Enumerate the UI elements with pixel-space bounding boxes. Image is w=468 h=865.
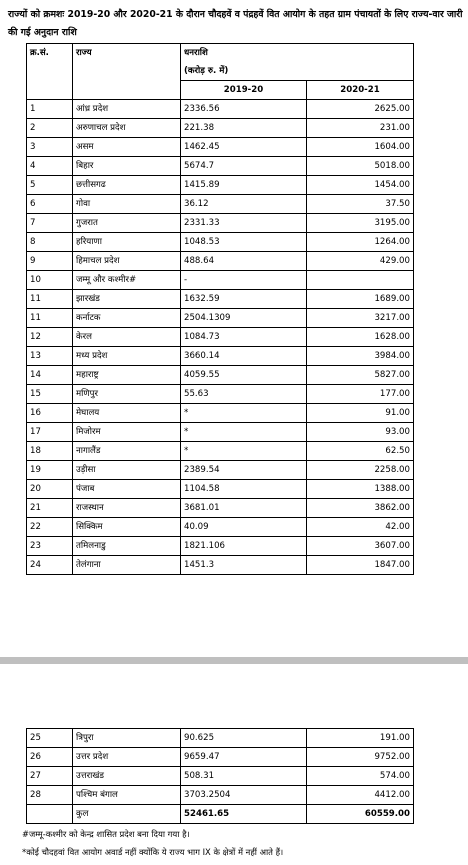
row-value-2019-20: * bbox=[181, 442, 307, 461]
table-row bbox=[27, 366, 414, 385]
row-value-2019-20: 2389.54 bbox=[181, 461, 307, 480]
row-value-2019-20: 508.31 bbox=[181, 767, 307, 786]
row-value-2019-20: * bbox=[181, 404, 307, 423]
row-state: राजस्थान bbox=[73, 499, 181, 518]
row-value-2019-20: 1821.106 bbox=[181, 537, 307, 556]
row-value-2019-20: 1048.53 bbox=[181, 233, 307, 252]
row-value-2019-20: 2331.33 bbox=[181, 214, 307, 233]
row-value-2019-20: 1084.73 bbox=[181, 328, 307, 347]
row-sno: 11 bbox=[27, 309, 73, 328]
row-sno: 16 bbox=[27, 404, 73, 423]
header-sno: क्र.सं. bbox=[27, 44, 73, 100]
row-value-2020-21: 2258.00 bbox=[307, 461, 414, 480]
table-row bbox=[27, 748, 414, 767]
row-state: गुजरात bbox=[73, 214, 181, 233]
total-row bbox=[27, 805, 414, 824]
row-state: आंध्र प्रदेश bbox=[73, 100, 181, 119]
table-row bbox=[27, 423, 414, 442]
table-row bbox=[27, 119, 414, 138]
row-value-2020-21: 1847.00 bbox=[307, 556, 414, 575]
row-value-2019-20: 2336.56 bbox=[181, 100, 307, 119]
table-row bbox=[27, 233, 414, 252]
table-row bbox=[27, 499, 414, 518]
table-row bbox=[27, 328, 414, 347]
table-row bbox=[27, 290, 414, 309]
table-row bbox=[27, 480, 414, 499]
row-value-2020-21: 3195.00 bbox=[307, 214, 414, 233]
row-value-2020-21: 1264.00 bbox=[307, 233, 414, 252]
row-state: नागालैंड bbox=[73, 442, 181, 461]
row-sno: 1 bbox=[27, 100, 73, 119]
table-row bbox=[27, 786, 414, 805]
row-state: मध्य प्रदेश bbox=[73, 347, 181, 366]
table-row bbox=[27, 729, 414, 748]
header-unit: (करोड़ रु. में) bbox=[181, 62, 414, 81]
header-year-2020-21: 2020-21 bbox=[307, 81, 414, 100]
table-row bbox=[27, 214, 414, 233]
row-value-2019-20: 1632.59 bbox=[181, 290, 307, 309]
document-title: राज्यों को क्रमशः 2019-20 और 2020-21 के दौरान चौदहवें व पंद्रहवें वित आयोग के तहत ग्राम पंचायतों के लिए राज्य-वार जारी की गई अनुदान राशि bbox=[8, 9, 463, 38]
row-state: तमिलनाडु bbox=[73, 537, 181, 556]
row-sno: 3 bbox=[27, 138, 73, 157]
row-state: गोवा bbox=[73, 195, 181, 214]
total-label: कुल bbox=[73, 805, 181, 824]
table-row bbox=[27, 537, 414, 556]
row-state: झारखंड bbox=[73, 290, 181, 309]
row-value-2019-20: - bbox=[181, 271, 307, 290]
row-value-2019-20: * bbox=[181, 423, 307, 442]
row-value-2019-20: 1451.3 bbox=[181, 556, 307, 575]
row-sno: 23 bbox=[27, 537, 73, 556]
grant-table-page-2 bbox=[26, 728, 414, 824]
row-value-2019-20: 2504.1309 bbox=[181, 309, 307, 328]
row-value-2019-20: 36.12 bbox=[181, 195, 307, 214]
row-value-2019-20: 9659.47 bbox=[181, 748, 307, 767]
row-state: उड़ीसा bbox=[73, 461, 181, 480]
row-sno: 24 bbox=[27, 556, 73, 575]
row-sno: 26 bbox=[27, 748, 73, 767]
row-value-2020-21: 177.00 bbox=[307, 385, 414, 404]
row-sno: 9 bbox=[27, 252, 73, 271]
row-state: कर्नाटक bbox=[73, 309, 181, 328]
row-state: मिजोरम bbox=[73, 423, 181, 442]
row-sno: 25 bbox=[27, 729, 73, 748]
footnotes bbox=[22, 825, 283, 861]
table-row bbox=[27, 138, 414, 157]
row-sno: 21 bbox=[27, 499, 73, 518]
table-row bbox=[27, 404, 414, 423]
total-sno bbox=[27, 805, 73, 824]
row-value-2020-21: 191.00 bbox=[307, 729, 414, 748]
row-value-2019-20: 90.625 bbox=[181, 729, 307, 748]
table-row bbox=[27, 195, 414, 214]
total-value-2019-20: 52461.65 bbox=[181, 805, 307, 824]
row-value-2019-20: 40.09 bbox=[181, 518, 307, 537]
row-state: हरियाणा bbox=[73, 233, 181, 252]
row-state: पंजाब bbox=[73, 480, 181, 499]
row-sno: 7 bbox=[27, 214, 73, 233]
row-sno: 19 bbox=[27, 461, 73, 480]
footnote-no-award: *कोई चौदहवां वित आयोग अवार्ड नहीं क्योंकि ये राज्य भाग IX के क्षेत्रों में नहीं आते हैं। bbox=[22, 847, 284, 857]
row-value-2020-21: 2625.00 bbox=[307, 100, 414, 119]
table-row bbox=[27, 309, 414, 328]
row-sno: 22 bbox=[27, 518, 73, 537]
row-state: तेलंगाना bbox=[73, 556, 181, 575]
row-value-2019-20: 3660.14 bbox=[181, 347, 307, 366]
table-row bbox=[27, 157, 414, 176]
table-row bbox=[27, 100, 414, 119]
row-value-2020-21: 62.50 bbox=[307, 442, 414, 461]
row-state: अरुणाचल प्रदेश bbox=[73, 119, 181, 138]
row-value-2020-21: 91.00 bbox=[307, 404, 414, 423]
table-header-row bbox=[27, 44, 414, 63]
row-value-2019-20: 221.38 bbox=[181, 119, 307, 138]
row-value-2020-21: 574.00 bbox=[307, 767, 414, 786]
row-sno: 17 bbox=[27, 423, 73, 442]
row-state: उत्तराखंड bbox=[73, 767, 181, 786]
row-value-2019-20: 3703.2504 bbox=[181, 786, 307, 805]
row-value-2019-20: 488.64 bbox=[181, 252, 307, 271]
row-state: बिहार bbox=[73, 157, 181, 176]
row-value-2020-21: 1628.00 bbox=[307, 328, 414, 347]
row-value-2020-21: 1689.00 bbox=[307, 290, 414, 309]
row-value-2019-20: 55.63 bbox=[181, 385, 307, 404]
row-value-2019-20: 3681.01 bbox=[181, 499, 307, 518]
row-sno: 11 bbox=[27, 290, 73, 309]
table-row bbox=[27, 442, 414, 461]
table-row bbox=[27, 461, 414, 480]
row-value-2020-21: 231.00 bbox=[307, 119, 414, 138]
row-value-2020-21: 9752.00 bbox=[307, 748, 414, 767]
row-value-2020-21: 3217.00 bbox=[307, 309, 414, 328]
row-state: असम bbox=[73, 138, 181, 157]
row-value-2019-20: 1104.58 bbox=[181, 480, 307, 499]
row-value-2019-20: 4059.55 bbox=[181, 366, 307, 385]
table-row bbox=[27, 556, 414, 575]
row-value-2020-21: 429.00 bbox=[307, 252, 414, 271]
row-sno: 18 bbox=[27, 442, 73, 461]
table-row bbox=[27, 252, 414, 271]
row-value-2020-21: 1454.00 bbox=[307, 176, 414, 195]
row-value-2020-21: 3862.00 bbox=[307, 499, 414, 518]
row-sno: 28 bbox=[27, 786, 73, 805]
footnote-jk: #जम्मू-कश्मीर को केन्द्र शासित प्रदेश बना दिया गया है। bbox=[22, 829, 190, 839]
row-state: मणिपुर bbox=[73, 385, 181, 404]
table-row bbox=[27, 347, 414, 366]
row-sno: 12 bbox=[27, 328, 73, 347]
row-value-2020-21: 42.00 bbox=[307, 518, 414, 537]
table-row bbox=[27, 518, 414, 537]
row-state: छत्तीसगढ bbox=[73, 176, 181, 195]
row-sno: 15 bbox=[27, 385, 73, 404]
row-sno: 8 bbox=[27, 233, 73, 252]
row-state: सिक्किम bbox=[73, 518, 181, 537]
row-sno: 20 bbox=[27, 480, 73, 499]
table-row bbox=[27, 271, 414, 290]
row-value-2020-21: 37.50 bbox=[307, 195, 414, 214]
row-value-2020-21: 3607.00 bbox=[307, 537, 414, 556]
page-break-divider bbox=[0, 657, 468, 664]
row-value-2019-20: 5674.7 bbox=[181, 157, 307, 176]
row-state: जम्मू और कश्मीर# bbox=[73, 271, 181, 290]
row-value-2019-20: 1415.89 bbox=[181, 176, 307, 195]
row-sno: 6 bbox=[27, 195, 73, 214]
row-state: हिमाचल प्रदेश bbox=[73, 252, 181, 271]
header-state: राज्य bbox=[73, 44, 181, 100]
row-state: महाराष्ट्र bbox=[73, 366, 181, 385]
row-state: केरल bbox=[73, 328, 181, 347]
header-year-2019-20: 2019-20 bbox=[181, 81, 307, 100]
header-amount: धनराशि bbox=[181, 44, 414, 63]
table-row bbox=[27, 176, 414, 195]
grant-table-page-1 bbox=[26, 43, 414, 575]
row-state: त्रिपुरा bbox=[73, 729, 181, 748]
row-value-2020-21: 5018.00 bbox=[307, 157, 414, 176]
row-value-2020-21: 1604.00 bbox=[307, 138, 414, 157]
row-state: पश्चिम बंगाल bbox=[73, 786, 181, 805]
row-sno: 14 bbox=[27, 366, 73, 385]
table-row bbox=[27, 767, 414, 786]
row-sno: 13 bbox=[27, 347, 73, 366]
row-state: मेघालय bbox=[73, 404, 181, 423]
row-sno: 4 bbox=[27, 157, 73, 176]
row-value-2020-21: 93.00 bbox=[307, 423, 414, 442]
row-value-2020-21: 1388.00 bbox=[307, 480, 414, 499]
row-sno: 5 bbox=[27, 176, 73, 195]
row-sno: 10 bbox=[27, 271, 73, 290]
row-sno: 2 bbox=[27, 119, 73, 138]
table-row bbox=[27, 385, 414, 404]
row-value-2020-21: 3984.00 bbox=[307, 347, 414, 366]
row-value-2020-21: 5827.00 bbox=[307, 366, 414, 385]
row-value-2019-20: 1462.45 bbox=[181, 138, 307, 157]
row-value-2020-21 bbox=[307, 271, 414, 290]
row-value-2020-21: 4412.00 bbox=[307, 786, 414, 805]
total-value-2020-21: 60559.00 bbox=[307, 805, 414, 824]
row-sno: 27 bbox=[27, 767, 73, 786]
row-state: उत्तर प्रदेश bbox=[73, 748, 181, 767]
